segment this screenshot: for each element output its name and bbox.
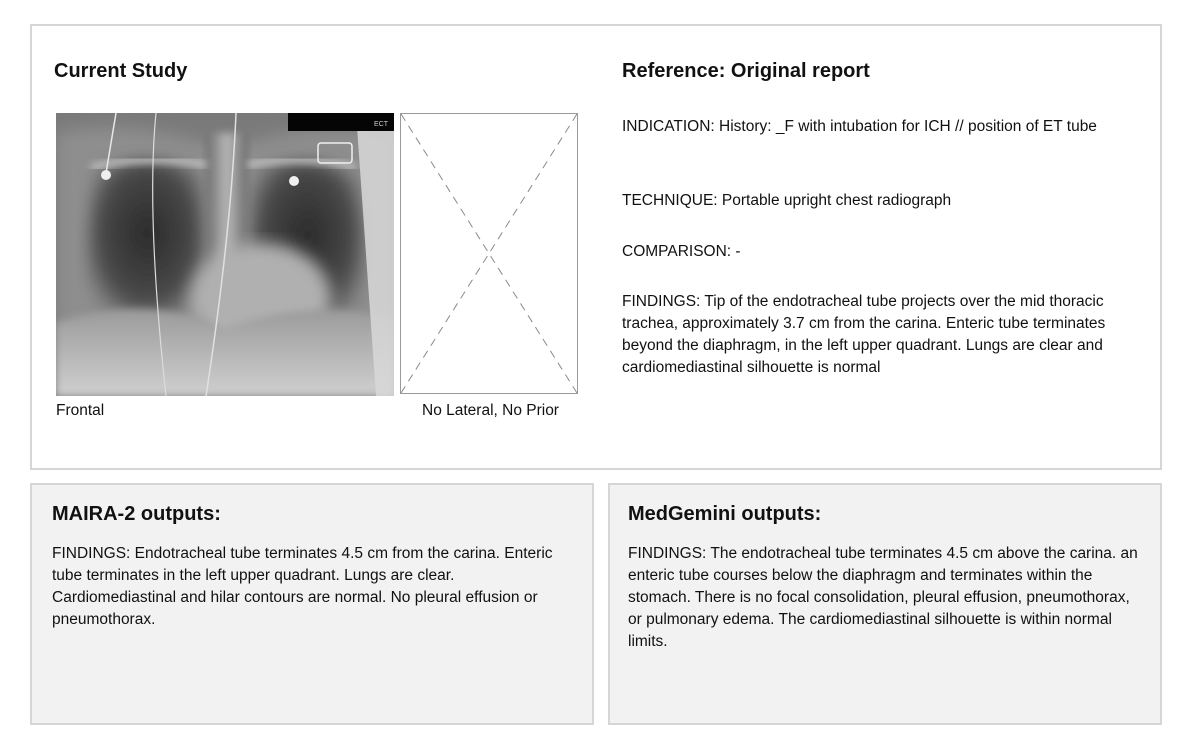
medgemini-title: MedGemini outputs: bbox=[628, 503, 822, 525]
reference-title: Reference: Original report bbox=[622, 60, 870, 82]
xray-marker-text: ECT bbox=[374, 121, 388, 128]
maira-output-panel bbox=[30, 483, 594, 725]
reference-indication: INDICATION: History: _F with intubation for ICH // position of ET tube bbox=[622, 118, 1097, 135]
placeholder-cross-icon bbox=[401, 114, 577, 393]
no-lateral-placeholder bbox=[400, 113, 578, 394]
xray-graphic bbox=[56, 113, 394, 396]
reference-technique: TECHNIQUE: Portable upright chest radiograph bbox=[622, 192, 952, 209]
maira-title: MAIRA-2 outputs: bbox=[52, 503, 221, 525]
placeholder-caption: No Lateral, No Prior bbox=[422, 402, 559, 419]
reference-comparison: COMPARISON: - bbox=[622, 243, 741, 260]
current-study-title: Current Study bbox=[54, 60, 188, 82]
current-study-panel bbox=[30, 24, 1162, 470]
frontal-caption: Frontal bbox=[56, 402, 105, 419]
reference-findings: FINDINGS: Tip of the endotracheal tube projects over the mid thoracic trachea, approximately 3.7 cm from the carina. Enteric tube terminates beyond the diaphragm, in the left upper quadrant. Lungs are clear and cardiomediastinal silhouette is normal bbox=[622, 293, 1106, 376]
frontal-xray-image bbox=[56, 113, 394, 396]
maira-findings: FINDINGS: Endotracheal tube terminates 4.5 cm from the carina. Enteric tube terminates in the left upper quadrant. Lungs are clear. Cardiomediastinal and hilar contours are normal. No pleural effusion or pneumothorax. bbox=[52, 545, 553, 628]
medgemini-output-panel bbox=[608, 483, 1162, 725]
medgemini-findings: FINDINGS: The endotracheal tube terminates 4.5 cm above the carina. an enteric tube courses below the diaphragm and terminates within the stomach. There is no focal consolidation, pleural effusion, pneumothorax, or pulmonary edema. The cardiomediastinal silhouette is within normal limits. bbox=[628, 545, 1138, 650]
